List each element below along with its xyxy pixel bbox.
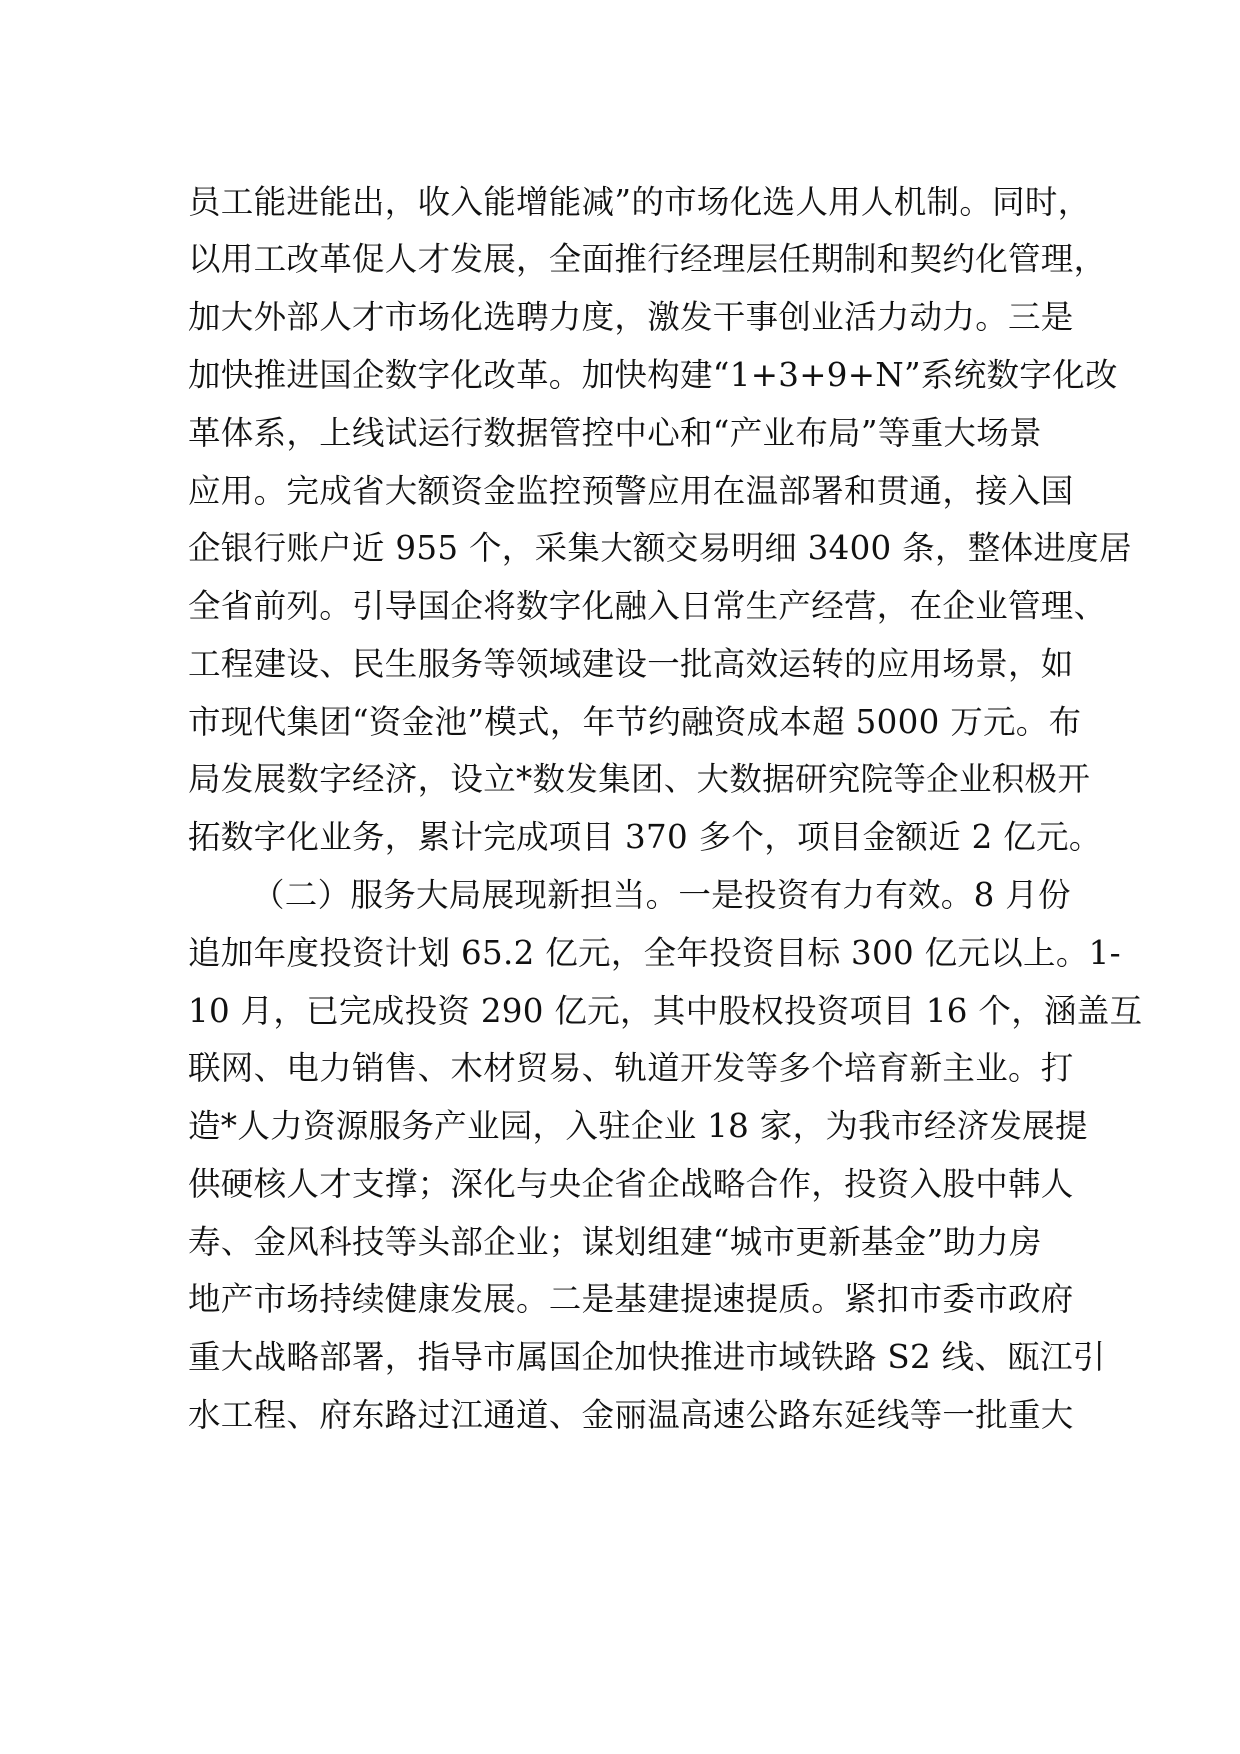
- text-line: 加快推进国企数字化改革。加快构建“1+3+9+N”系统数字化改: [188, 356, 1118, 394]
- text-line: 市现代集团“资金池”模式，年节约融资成本超 5000 万元。布: [188, 703, 1082, 741]
- text-line: 应用。完成省大额资金监控预警应用在温部署和贯通，接入国: [188, 472, 1074, 510]
- text-line: 地产市场持续健康发展。二是基建提速提质。紧扣市委市政府: [188, 1280, 1074, 1318]
- text-line: 水工程、府东路过江通道、金丽温高速公路东延线等一批重大: [188, 1396, 1074, 1434]
- text-line: 全省前列。引导国企将数字化融入日常生产经营，在企业管理、: [188, 587, 1107, 625]
- text-line: 联网、电力销售、木材贸易、轨道开发等多个培育新主业。打: [188, 1049, 1074, 1087]
- text-line: 拓数字化业务，累计完成项目 370 多个，项目金额近 2 亿元。: [188, 818, 1102, 856]
- text-line: 革体系，上线试运行数据管控中心和“产业布局”等重大场景: [188, 414, 1042, 452]
- text-line: 企银行账户近 955 个，采集大额交易明细 3400 条，整体进度居: [188, 529, 1132, 567]
- text-line: 供硬核人才支撑；深化与央企省企战略合作，投资入股中韩人: [188, 1165, 1074, 1203]
- text-line: 工程建设、民生服务等领域建设一批高效运转的应用场景，如: [188, 645, 1074, 683]
- text-line: 局发展数字经济，设立*数发集团、大数据研究院等企业积极开: [188, 760, 1091, 798]
- text-line: 追加年度投资计划 65.2 亿元，全年投资目标 300 亿元以上。1-: [188, 934, 1121, 972]
- text-line: 员工能进能出，收入能增能减”的市场化选人用人机制。同时，: [188, 183, 1091, 221]
- section-heading-line: （二）服务大局展现新担当。一是投资有力有效。8 月份: [252, 876, 1071, 914]
- text-line: 加大外部人才市场化选聘力度，激发干事创业活力动力。三是: [188, 298, 1074, 336]
- text-line: 寿、金风科技等头部企业；谋划组建“城市更新基金”助力房: [188, 1223, 1042, 1261]
- text-line: 重大战略部署，指导市属国企加快推进市域铁路 S2 线、瓯江引: [188, 1338, 1106, 1376]
- text-line: 以用工改革促人才发展，全面推行经理层任期制和契约化管理，: [188, 240, 1107, 278]
- text-line: 10 月，已完成投资 290 亿元，其中股权投资项目 16 个，涵盖互: [188, 992, 1143, 1030]
- text-line: 造*人力资源服务产业园，入驻企业 18 家，为我市经济发展提: [188, 1107, 1088, 1145]
